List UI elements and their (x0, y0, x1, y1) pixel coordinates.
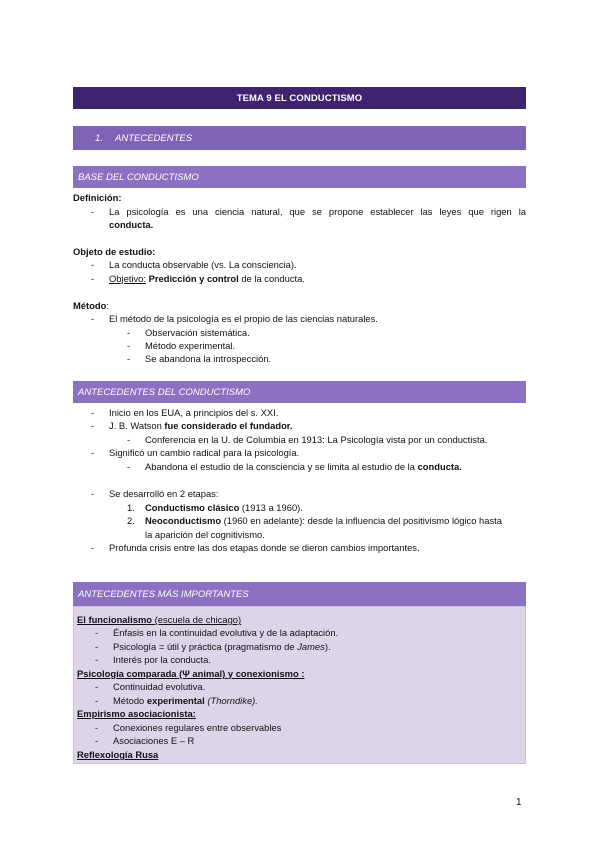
watson-bold: fue considerado el fundador. (164, 420, 293, 431)
bullet-dash: - (127, 434, 131, 445)
objetivo-rest: de la conducta. (241, 273, 305, 284)
objeto-item-2 (109, 272, 305, 285)
metodo-colon: : (106, 300, 109, 311)
funcionalismo-bold: El funcionalismo (77, 614, 153, 625)
metodo-sub-2: Método experimental. (145, 340, 236, 351)
subsection-title: ANTECEDENTES DEL CONDUCTISMO (78, 386, 251, 398)
bullet-dash: - (91, 407, 95, 418)
etapa-1-rest: (1913 a 1960). (241, 502, 303, 513)
funcionalismo-item-1: Énfasis en la continuidad evolutiva y de la adaptación. (113, 627, 339, 638)
subsection-header-base (73, 166, 526, 188)
funcionalismo-rest: (escuela de chicago) (154, 614, 242, 625)
bullet-dash: - (95, 641, 99, 652)
objetivo-bold: Predicción y control (148, 273, 239, 284)
etapa-1 (145, 501, 303, 514)
etapa-2-bold: Neoconductismo (145, 515, 222, 526)
bullet-dash: - (91, 420, 95, 431)
objetivo-underlined: Objetivo: (109, 273, 146, 284)
etapa-1-bold: Conductismo clásico (145, 502, 240, 513)
bullet-dash: - (91, 447, 95, 458)
bullet-dash: - (91, 542, 95, 553)
bullet-dash: - (95, 627, 99, 638)
objeto-item-1: La conducta observable (vs. La consciencia). (109, 259, 297, 270)
bullet-dash: - (91, 259, 95, 270)
bullet-dash: - (95, 654, 99, 665)
comparada-item-1: Continuidad evolutiva. (113, 681, 206, 692)
comparada-heading (77, 667, 304, 680)
bullet-dash: - (95, 695, 99, 706)
etapa-2-continuation: la aparición del cognitivismo. (145, 529, 265, 540)
metodo-label: Método (73, 300, 107, 311)
metodo-item: El método de la psicología es el propio de las ciencias naturales. (109, 313, 378, 324)
antecedentes-item-3-sub (145, 460, 462, 473)
comparada-c: y conexionismo : (227, 668, 305, 679)
comparada-dot: . (255, 695, 258, 706)
antecedentes-item-1: Inicio en los EUA, a principios del s. XXI. (109, 407, 279, 418)
definicion-bold: conducta. (109, 219, 154, 230)
bullet-dash: - (127, 353, 131, 364)
subsection-header-importantes (73, 582, 526, 606)
page-number: 1 (516, 797, 522, 808)
subsection-title: BASE DEL CONDUCTISMO (78, 171, 199, 183)
comparada-item-2 (113, 694, 258, 707)
bullet-dash: - (91, 273, 95, 284)
empirismo-item-2: Asociaciones E – R (113, 735, 195, 746)
bullet-dash: - (91, 206, 95, 217)
metodo-sub-3: Se abandona la introspección. (145, 353, 272, 364)
antecedentes-item-3: Significó un cambio radical para la psicología. (109, 447, 300, 458)
etapa-1-number: 1. (127, 502, 135, 513)
bullet-dash: - (91, 488, 95, 499)
bullet-dash: - (127, 327, 131, 338)
item3-sub-text: Abandona el estudio de la consciencia y se limita al estudio de la (145, 461, 415, 472)
james-italic: James (297, 641, 325, 652)
item3-sub-bold: conducta. (417, 461, 462, 472)
comparada-item-2-text: Método (113, 695, 145, 706)
funcionalismo-heading (77, 613, 241, 626)
experimental-bold: experimental (146, 695, 205, 706)
section-heading-antecedentes (73, 126, 526, 150)
thorndike-italic: (Thorndike) (207, 695, 256, 706)
section-number: 1. (95, 132, 103, 144)
bullet-dash: - (91, 313, 95, 324)
comparada-a: Psicología comparada (77, 668, 177, 679)
section-label: ANTECEDENTES (115, 132, 193, 144)
etapa-2-rest: (1960 en adelante): desde la influencia del positivismo lógico hasta (223, 515, 502, 526)
bullet-dash: - (95, 681, 99, 692)
etapa-2-number: 2. (127, 515, 135, 526)
subsection-title: ANTECEDENTES MÁS IMPORTANTES (78, 588, 249, 600)
empirismo-item-1: Conexiones regulares entre observables (113, 722, 282, 733)
metodo-label-line (73, 299, 109, 312)
antecedentes-item-2-sub: Conferencia en la U. de Columbia en 1913: La Psicología vista por un conductista. (145, 434, 488, 445)
antecedentes-item-5: Profunda crisis entre las dos etapas donde se dieron cambios importantes. (109, 542, 420, 553)
watson-name: J. B. Watson (109, 420, 162, 431)
definicion-label: Definición: (73, 192, 122, 203)
bullet-dash: - (127, 461, 131, 472)
bullet-dash: - (95, 735, 99, 746)
comparada-b: (Ψ animal) (179, 668, 226, 679)
funcionalismo-item-2 (113, 640, 331, 653)
bullet-dash: - (127, 340, 131, 351)
subsection-header-antecedentes (73, 381, 526, 403)
antecedentes-item-4: Se desarrolló en 2 etapas: (109, 488, 219, 499)
reflexologia-heading: Reflexología Rusa (77, 749, 159, 760)
antecedentes-item-2 (109, 419, 293, 432)
metodo-sub-1: Observación sistemática. (145, 327, 250, 338)
etapa-2 (145, 514, 502, 527)
definicion-text: La psicología es una ciencia natural, que se propone establecer las leyes que rigen la (109, 206, 526, 217)
funcionalismo-item-3: Interés por la conducta. (113, 654, 211, 665)
bullet-dash: - (95, 722, 99, 733)
funcionalismo-close: ). (324, 641, 331, 652)
objeto-label: Objeto de estudio: (73, 246, 156, 257)
empirismo-heading: Empirismo asociacionista: (77, 708, 196, 719)
document-title-bar (73, 87, 526, 109)
funcionalismo-item-2-text: Psicología = útil y práctica (pragmatismo de (113, 641, 295, 652)
document-title: TEMA 9 EL CONDUCTISMO (236, 92, 363, 104)
